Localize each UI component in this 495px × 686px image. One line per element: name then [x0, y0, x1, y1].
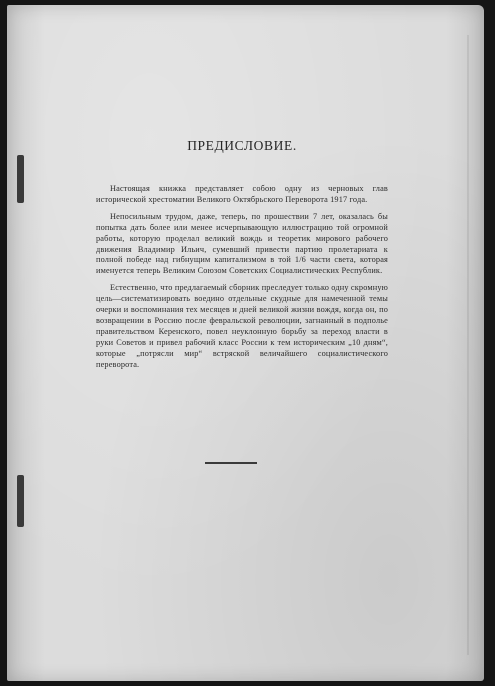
section-divider [205, 462, 257, 464]
binding-hole-mark [17, 475, 24, 527]
preface-paragraph-2: Непосильным трудом, даже, теперь, по прошествии 7 лет, оказалась бы попытка дать более или менее исчерпывающую иллюстрацию той огромной работы, которую проделал великий вождь и теоретик мирового рабочего движения Владимир Ильич, сумевший привести партию пролетариата к полной победе над гибнущим капитализмом в той 1/6 части света, которая именуется теперь Великим Союзом Советских Социалистических Республик. [96, 211, 388, 276]
preface-paragraph-3: Естественно, что предлагаемый сборник преследует только одну скромную цель—систематизировать воедино отдельные скудные для намеченной темы очерки и воспоминания тех месяцев и дней великой жизни вождя, когда он, по возвращении в Россию после февральской революции, загнанный в подполье правительством Керенского, повел неуклонную борьбу за переход власти в руки Советов и привел рабочий класс России к тем историческим „10 дням“, которые „потрясли мир“ встряской величайшего социалистического переворота. [96, 283, 388, 369]
binding-hole-mark [17, 155, 24, 203]
paper-crease [467, 35, 469, 655]
preface-paragraph-1: Настоящая книжка представляет собою одну из черновых глав исторической хрестоматии Великого Октябрьского Переворота 1917 года. [96, 184, 388, 204]
preface-content [96, 138, 388, 377]
page-title: ПРЕДИСЛОВИЕ. [187, 138, 297, 153]
